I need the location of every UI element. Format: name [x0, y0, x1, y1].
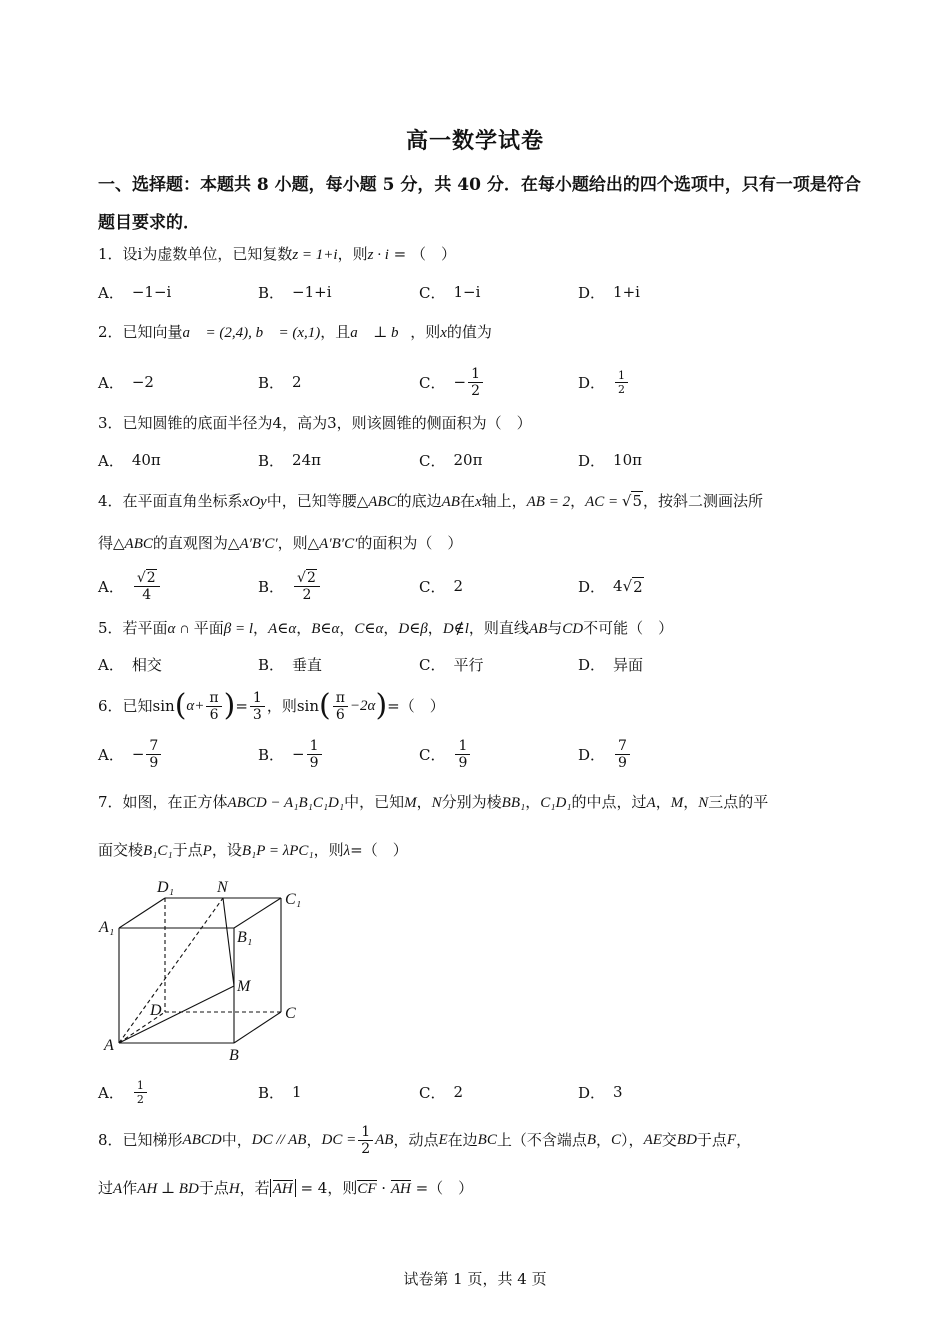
- edge: [119, 986, 234, 1043]
- fraction: $\frac{√2}{2}$: [294, 571, 320, 602]
- q1-option-c[interactable]: C． 1−i: [419, 283, 481, 302]
- fraction: $\frac{√2}{4}$: [134, 571, 160, 602]
- fraction: $\frac{1}{9}$: [455, 739, 470, 770]
- cube-figure: [95, 876, 315, 1066]
- hidden-edge: [119, 898, 223, 1043]
- q3-option-d[interactable]: D． 10π: [578, 451, 642, 470]
- label-N: N: [217, 879, 228, 896]
- q5-option-a[interactable]: A． 相交: [98, 655, 162, 674]
- q2-vectors: a⃗ = (2,4), b⃗ = (x,1): [182, 325, 321, 341]
- q1-text: 1．设i为虚数单位，已知复数: [98, 245, 293, 263]
- label-A1: A₁: [99, 919, 115, 936]
- q3-option-b[interactable]: B． 24π: [258, 451, 321, 470]
- fraction: $\frac{\pi}{6}$: [206, 691, 221, 722]
- q6-option-d[interactable]: D． $\frac{7}{9}$: [578, 734, 632, 774]
- fraction: $\frac{1}{2}$: [615, 370, 628, 395]
- fraction: $\frac{1}{2}$: [134, 1080, 147, 1105]
- fraction: $\frac{1}{3}$: [250, 691, 265, 722]
- question-7-line-2: 面交棱B₁C₁于点P，设B₁P = λPC₁，则λ=（ ）: [98, 841, 408, 859]
- label-B: B: [229, 1047, 239, 1064]
- q6-option-b[interactable]: B． − $\frac{1}{9}$: [258, 734, 324, 774]
- fraction: $\frac{1}{9}$: [307, 739, 322, 770]
- question-2: 2．已知向量a⃗ = (2,4), b⃗ = (x,1)，且a⃗ ⊥ b⃗，则x的值为: [98, 323, 492, 341]
- q2-option-c[interactable]: C． − $\frac{1}{2}$: [419, 362, 485, 402]
- q4-option-b[interactable]: B． $\frac{√2}{2}$: [258, 566, 322, 606]
- label-C: C: [285, 1005, 296, 1022]
- page-footer: 试卷第 1 页，共 4 页: [403, 1270, 547, 1288]
- q2-perp: a⃗ ⊥ b⃗: [350, 325, 411, 341]
- edge: [223, 898, 234, 986]
- question-1: [98, 242, 868, 267]
- q4-options: [98, 566, 868, 606]
- label-B1: B₁: [237, 929, 253, 946]
- q2-option-d[interactable]: D． $\frac{1}{2}$: [578, 362, 630, 402]
- fraction: $\frac{7}{9}$: [146, 739, 161, 770]
- q7-option-c[interactable]: C． 2: [419, 1083, 464, 1102]
- question-6: 6．已知 sin ( α+ $\frac{\pi}{6}$ ) = $\frac{1}{3}$ ，则 sin ( $\frac{\pi}{6}$ −2α ) =（ ）: [98, 688, 445, 723]
- q7-option-d[interactable]: D． 3: [578, 1083, 623, 1102]
- label-D1: D₁: [157, 879, 175, 896]
- label-D: D: [150, 1002, 162, 1019]
- q5-option-c[interactable]: C． 平行: [419, 655, 484, 674]
- q6-option-a[interactable]: A． − $\frac{7}{9}$: [98, 734, 163, 774]
- q1-options: [98, 272, 868, 312]
- q4-option-a[interactable]: A． $\frac{√2}{4}$: [98, 566, 162, 606]
- q1-option-d[interactable]: D． 1+i: [578, 283, 640, 302]
- question-8-line-1: 8．已知梯形 ABCD 中， DC // AB ， DC = $\frac{1}{2}$ AB ，动点 E 在边 BC 上（不含端点 B ， C ）， AE 交 BD 于点 F ，: [98, 1123, 752, 1157]
- edge: [234, 898, 281, 928]
- section-heading: 一、选择题：本题共 8 小题，每小题 5 分，共 40 分．在每小题给出的四个选项中，只有一项是符合题目要求的．: [98, 175, 861, 233]
- q7-option-b[interactable]: B． 1: [258, 1083, 302, 1102]
- q6-options: [98, 734, 868, 774]
- q7-option-a[interactable]: A． $\frac{1}{2}$: [98, 1072, 149, 1112]
- fraction: $\frac{1}{2}$: [468, 367, 483, 398]
- q2-option-a[interactable]: A． −2: [98, 373, 154, 392]
- question-8-line-2: 过A作AH ⊥ BD于点H，若 AH = 4，则CF · AH =（ ）: [98, 1179, 474, 1197]
- question-4-line-1: 4．在平面直角坐标系xOy中，已知等腰△ABC的底边AB在x轴上，AB = 2，AC = √5，按斜二测画法所: [98, 492, 764, 510]
- q2-options: [98, 362, 868, 402]
- q3-options: [98, 440, 868, 480]
- fraction: $\frac{7}{9}$: [615, 739, 630, 770]
- q4-option-d[interactable]: D． 4 √ 2: [578, 577, 643, 596]
- q4-option-c[interactable]: C． 2: [419, 577, 464, 596]
- q5-option-d[interactable]: D． 异面: [578, 655, 644, 674]
- q3-option-c[interactable]: C． 20π: [419, 451, 483, 470]
- q1-formula: z · i: [367, 247, 389, 263]
- q6-option-c[interactable]: C． $\frac{1}{9}$: [419, 734, 472, 774]
- q1-formula: z = 1+i: [292, 247, 338, 263]
- q1-option-a[interactable]: A． −1−i: [98, 283, 172, 302]
- question-5: 5．若平面α ∩ 平面β = l，A∈α，B∈α，C∈α，D∈β，D∉l，则直线AB与CD不可能（ ）: [98, 619, 674, 637]
- q1-option-b[interactable]: B． −1+i: [258, 283, 332, 302]
- edge: [234, 1012, 281, 1043]
- q1-text: = （ ）: [388, 245, 456, 263]
- q2-option-b[interactable]: B． 2: [258, 373, 302, 392]
- question-4-line-2: 得△ABC的直观图为△A′B′C′，则△A′B′C′的面积为（ ）: [98, 534, 463, 552]
- q7-options: [98, 1072, 868, 1112]
- label-C1: C₁: [285, 891, 302, 908]
- fraction: $\frac{1}{2}$: [358, 1125, 373, 1156]
- q5-options: [98, 644, 868, 684]
- question-7-line-1: 7．如图，在正方体ABCD − A₁B₁C₁D₁中，已知M，N分别为棱BB₁，C₁D₁的中点，过A，M，N三点的平: [98, 793, 769, 811]
- q5-option-b[interactable]: B． 垂直: [258, 655, 323, 674]
- q3-option-a[interactable]: A． 40π: [98, 451, 161, 470]
- q1-text: ，则: [337, 245, 368, 263]
- fraction: $\frac{\pi}{6}$: [333, 691, 348, 722]
- edge: [119, 898, 165, 928]
- label-M: M: [237, 978, 251, 995]
- label-A: A: [104, 1037, 114, 1054]
- page-title: 高一数学试卷: [405, 128, 544, 154]
- question-3: 3．已知圆锥的底面半径为4，高为3，则该圆锥的侧面积为（ ）: [98, 414, 532, 432]
